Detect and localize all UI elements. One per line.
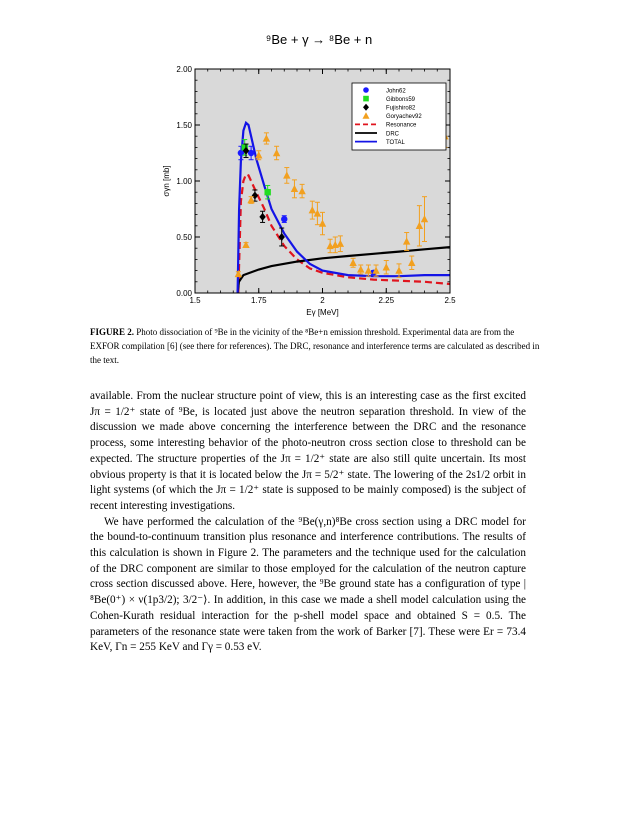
legend-label: Gibbons59 bbox=[386, 96, 416, 103]
caption-label: FIGURE 2. bbox=[90, 327, 135, 337]
legend-label: John62 bbox=[386, 88, 406, 95]
x-axis-label: Eγ [MeV] bbox=[306, 308, 339, 317]
legend-label: Goryachev92 bbox=[386, 114, 422, 121]
figure-caption bbox=[90, 325, 540, 367]
y-tick-label: 1.50 bbox=[176, 121, 192, 130]
x-tick-label: 1.75 bbox=[250, 296, 267, 305]
data-point-john62 bbox=[281, 216, 287, 222]
legend-label: Resonance bbox=[386, 122, 417, 129]
legend-marker-john62 bbox=[363, 87, 369, 93]
data-point-gibbons59 bbox=[264, 189, 270, 195]
x-tick-label: 2.25 bbox=[378, 296, 395, 305]
y-tick-label: 0.50 bbox=[176, 233, 192, 242]
caption-text: Photo dissociation of ⁹Be in the vicinity of the ⁸Be+n emission threshold. Experimental data are from the EXFOR compilation [6] (see there for references). The DRC, resonance and interference terms are calculated as described in the text. bbox=[90, 327, 540, 365]
legend-marker-gibbons59 bbox=[363, 96, 369, 102]
body-text bbox=[90, 389, 526, 656]
legend-label: TOTAL bbox=[386, 139, 405, 146]
x-tick-label: 2 bbox=[320, 296, 325, 305]
y-tick-label: 1.00 bbox=[176, 177, 192, 186]
legend-label: DRC bbox=[386, 131, 399, 138]
y-axis-label: σγn [mb] bbox=[162, 165, 171, 197]
x-tick-label: 1.5 bbox=[189, 296, 201, 305]
y-tick-label: 2.00 bbox=[176, 65, 192, 74]
figure-title: ⁹Be + γ → ⁸Be + n bbox=[265, 32, 373, 47]
y-tick-label: 0.00 bbox=[176, 289, 192, 298]
legend-label: Fujishiro82 bbox=[386, 105, 416, 112]
chart bbox=[0, 0, 638, 325]
paragraph-1: available. From the nuclear structure point of view, this is an interesting case as the first excited Jπ = 1/2⁺ state of ⁹Be, is located just above the neutron separation threshold. In view of the discussion we made above concerning the interference between the DRC and the resonance process, some interesting behavior of the photo-neutron cross section close to threshold can be expected. The structure properties of the Jπ = 1/2⁺ state are also still quite uncertain. Its most obvious property is that it is located below the Jπ = 5/2⁺ state. The lowering of the 2s1/2 orbit in light systems (of which the Jπ = 1/2⁺ state is supposed to be mainly composed) is the subject of recent interesting investigations. bbox=[90, 390, 526, 512]
paragraph-2: We have performed the calculation of the ⁹Be(γ,n)⁸Be cross section using a DRC model for the bound-to-continuum transition plus resonance and interference contributions. The results of this calculation is shown in Figure 2. The parameters and the technique used for the calculation of the DRC component are similar to those employed for the calculation of the neutron capture cross section discussed above. Here, however, the ⁹Be ground state has a configuration of type |⁸Be(0⁺) × ν(1p3/2); 3/2⁻⟩. In addition, in this case we made a shell model calculation using the Cohen-Kurath residual interaction for the p-shell model space and obtained S = 0.5. The parameters of the resonance state were taken from the work of Barker [7]. These were Er = 73.4 KeV, Γn = 255 KeV and Γγ = 0.53 eV. bbox=[90, 515, 526, 654]
x-tick-label: 2.5 bbox=[444, 296, 456, 305]
